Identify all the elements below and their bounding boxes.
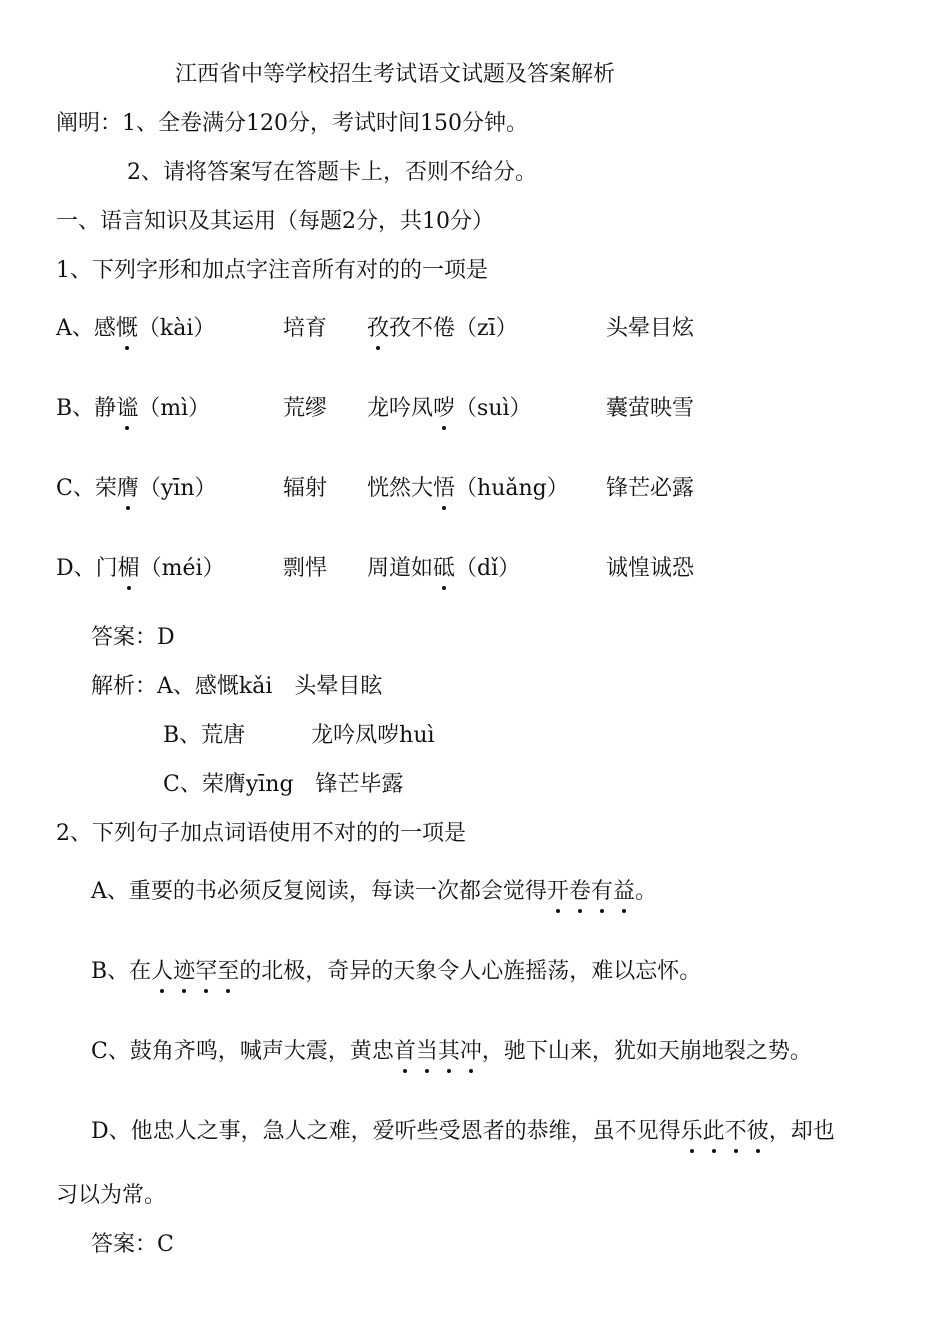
dotted-char: 其: [438, 1037, 460, 1067]
q2-stem: 2、下列句子加点词语使用不对的的一项是: [56, 821, 466, 846]
pinyin: （huǎng）: [455, 476, 569, 501]
word-2: 剽悍: [283, 556, 328, 581]
q1-analysis-c: C、荣膺yīng 锋芒毕露: [163, 772, 404, 797]
dotted-char: 悟: [433, 474, 455, 504]
word-prefix: 门: [95, 556, 118, 581]
q2-option-d: [91, 1117, 835, 1147]
dotted-char: 迹: [173, 957, 195, 987]
word-prefix: 恍然大: [367, 476, 434, 501]
q1-answer: 答案：D: [91, 625, 175, 650]
word-suffix: 孜不倦: [389, 316, 456, 341]
pinyin: （yīn）: [138, 476, 217, 501]
sentence-post: ，驰下山来，犹如天崩地裂之势。: [481, 1039, 812, 1064]
dotted-char: 孜: [367, 314, 389, 344]
sentence-pre: D、他忠人之事，急人之难，爱听些受恩者的恭维，虽不见得: [91, 1119, 681, 1144]
word-4: 囊萤映雪: [606, 396, 695, 421]
word-2: 荒缪: [283, 396, 328, 421]
q2-option-b: [91, 957, 701, 987]
q1-analysis-a: 解析：A、感慨kǎi 头晕目眩: [91, 674, 383, 699]
section-heading: 一、语言知识及其运用（每题2分，共10分）: [56, 209, 494, 234]
q2-option-a: [91, 877, 657, 907]
dotted-char: 罕: [195, 957, 217, 987]
option-label: D、: [56, 556, 96, 581]
pinyin: （mì）: [138, 396, 211, 421]
q2-answer: 答案：C: [91, 1232, 174, 1257]
option-label: A、: [56, 316, 94, 341]
dotted-char: 乐: [681, 1117, 703, 1147]
pinyin: （dǐ）: [455, 556, 521, 581]
sentence-post: 。: [634, 879, 657, 904]
option-label: B、: [56, 396, 95, 421]
note-1: 阐明：1、全卷满分120分，考试时间150分钟。: [56, 111, 528, 136]
word-prefix: 周道如: [367, 556, 434, 581]
q1-stem: 1、下列字形和加点字注音所有对的的一项是: [56, 258, 488, 283]
word-prefix: 荣: [94, 476, 117, 501]
note-2: 2、请将答案写在答题卡上，否则不给分。: [127, 160, 537, 185]
dotted-char: 卷: [569, 877, 591, 907]
dotted-char: 膺: [117, 474, 139, 504]
word-2: 培育: [283, 316, 328, 341]
dotted-char: 不: [725, 1117, 747, 1147]
dotted-char: 慨: [116, 314, 138, 344]
pinyin: （méi）: [139, 556, 225, 581]
pinyin: （kài）: [137, 316, 216, 341]
word-4: 诚惶诚恐: [606, 556, 695, 581]
dotted-char: 冲: [460, 1037, 482, 1067]
dotted-char: 当: [416, 1037, 438, 1067]
option-label: C、: [56, 476, 95, 501]
q1-analysis-b: B、荒唐 龙吟凤哕huì: [163, 723, 435, 748]
dotted-char: 楣: [118, 554, 140, 584]
q2-option-d-continued: 习以为常。: [56, 1183, 167, 1208]
dotted-char: 人: [151, 957, 173, 987]
dotted-char: 有: [591, 877, 613, 907]
word-4: 锋芒必露: [606, 476, 695, 501]
sentence-pre: C、鼓角齐鸣，喊声大震，黄忠: [91, 1039, 394, 1064]
word-prefix: 感: [93, 316, 116, 341]
dotted-char: 至: [217, 957, 239, 987]
dotted-char: 砥: [433, 554, 455, 584]
q2-option-c: [91, 1037, 812, 1067]
sentence-pre: B、在: [91, 959, 152, 984]
sentence-pre: A、重要的书必须反复阅读，每读一次都会觉得: [91, 879, 547, 904]
dotted-char: 彼: [747, 1117, 769, 1147]
sentence-post: 的北极，奇异的天象令人心旌摇荡，难以忘怀。: [239, 959, 702, 984]
pinyin: （zī）: [455, 316, 518, 341]
pinyin: （suì）: [455, 396, 532, 421]
dotted-char: 哕: [433, 394, 455, 424]
dotted-char: 谧: [116, 394, 138, 424]
word-prefix: 龙吟凤: [367, 396, 434, 421]
word-4: 头晕目炫: [606, 316, 695, 341]
dotted-char: 开: [547, 877, 569, 907]
dotted-char: 此: [703, 1117, 725, 1147]
dotted-char: 首: [394, 1037, 416, 1067]
word-prefix: 静: [94, 396, 117, 421]
dotted-char: 益: [613, 877, 635, 907]
word-2: 辐射: [283, 476, 328, 501]
sentence-post: ，却也: [768, 1119, 835, 1144]
doc-title: 江西省中等学校招生考试语文试题及答案解析: [175, 62, 616, 87]
